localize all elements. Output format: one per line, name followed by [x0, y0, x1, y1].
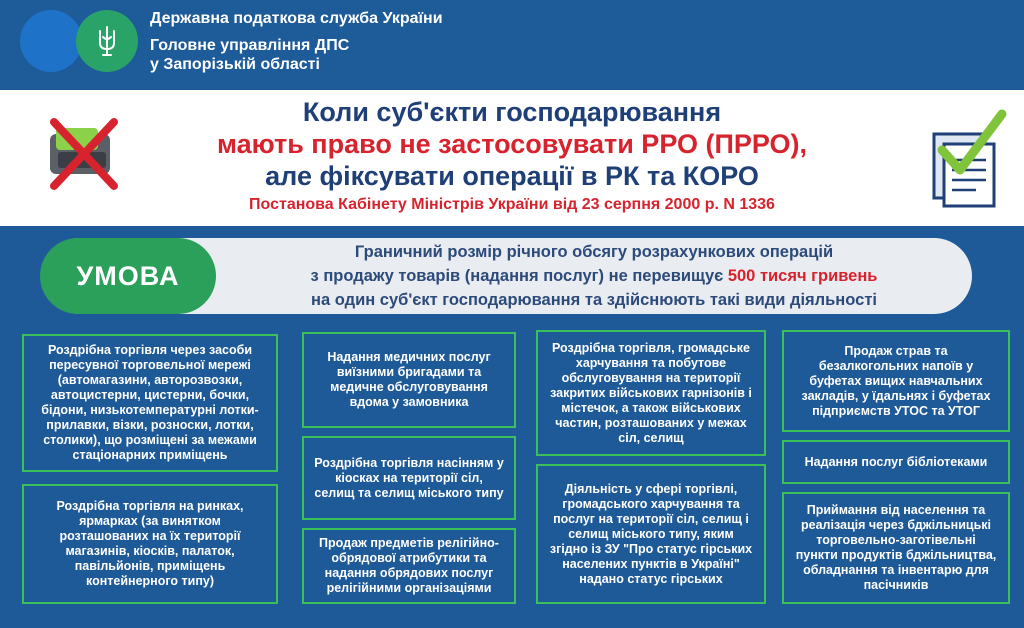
card-beekeeping [782, 492, 1010, 604]
title-line-2: мають право не застосовувати РРО (ПРРО), [216, 129, 808, 159]
card-mountain-settlements [536, 464, 766, 604]
card-beekeeping-text: Приймання від населення та реалізація через бджільницькі торговельно-заготівельні пункти продуктів бджільництва, обладнання та інвентарю для пасічників [795, 503, 997, 592]
condition-line-3: на один суб'єкт господарювання та здійснюють такі види діяльності [311, 291, 877, 309]
card-university-buffets [782, 330, 1010, 432]
page-title [150, 96, 874, 216]
department-line-2: у Запорізькій області [150, 56, 320, 73]
condition-label: УМОВА [40, 238, 216, 314]
card-markets-fairs [22, 484, 278, 604]
card-medical-services [302, 332, 516, 428]
decree-reference: Постанова Кабінету Міністрів України від 23 серпня 2000 р. N 1336 [249, 196, 775, 213]
condition-line-2 [224, 264, 964, 288]
card-religious-items-text: Продаж предметів релігійно-обрядової атрибутики та надання обрядових послуг релігійними організаціями [319, 536, 499, 595]
condition-amount: 500 тисяч гривень [727, 267, 878, 285]
card-university-buffets-text: Продаж страв та безалкогольних напоїв у буфетах вищих навчальних закладів, у їдальнях і буфетах підприємств УТОС та УТОГ [801, 343, 991, 418]
card-religious-items [302, 528, 516, 604]
card-seed-kiosks-text: Роздрібна торгівля насінням у кіосках на території сіл, селищ та селищ міського типу [314, 455, 504, 500]
card-military-garrisons-text: Роздрібна торгівля, громадське харчування та побутове обслуговування на території закритих військових гарнізонів і містечок, а також військових частин, розташованих у межах сіл, селищ [550, 340, 752, 445]
card-mountain-settlements-text: Діяльність у сфері торгівлі, громадського харчування та послуг на території сіл, селищ і селищ міського типу, яким згідно із ЗУ "Про статус гірських населених пунктів в Україні" надано статус гірських [549, 481, 753, 586]
card-military-garrisons [536, 330, 766, 456]
title-line-3: але фіксувати операції в РК та КОРО [265, 161, 759, 191]
trident-emblem-icon [76, 10, 138, 72]
card-medical-services-text: Надання медичних послуг виїзними бригадами та медичне обслуговування вдома у замовника [327, 350, 491, 409]
crossed-cash-register-icon [44, 114, 130, 199]
department-name [150, 36, 349, 74]
header-bar [0, 0, 1024, 86]
title-band [0, 90, 1024, 226]
card-libraries [782, 440, 1010, 484]
condition-line-1: Граничний розмір річного обсягу розрахункових операцій [354, 243, 834, 261]
card-seed-kiosks [302, 436, 516, 520]
card-markets-fairs-text: Роздрібна торгівля на ринках, ярмарках (за винятком розташованих на їх території магазинів, кіосків, палаток, павільйонів, приміщень контейнерного типу) [56, 499, 244, 588]
card-libraries-text: Надання послуг бібліотеками [804, 454, 988, 469]
title-line-1: Коли суб'єкти господарювання [302, 97, 722, 127]
logo-circle-blue [20, 10, 82, 72]
card-mobile-trade [22, 334, 278, 472]
org-name: Державна податкова служба України [150, 10, 443, 27]
condition-line-2-text: з продажу товарів (надання послуг) не перевищує [310, 267, 728, 285]
condition-text [224, 240, 964, 312]
department-line-1: Головне управління ДПС [150, 37, 350, 54]
card-mobile-trade-text: Роздрібна торгівля через засоби пересувної торговельної мережі (автомагазини, авторозвозки, автоцистерни, цистерни, бочки, бідони, низькотемпературні лотки-прилавки, візки, розноски, лотки, столики), що розміщені за межами стаціонарних приміщень [41, 343, 259, 462]
document-checkmark-icon [922, 104, 1008, 215]
